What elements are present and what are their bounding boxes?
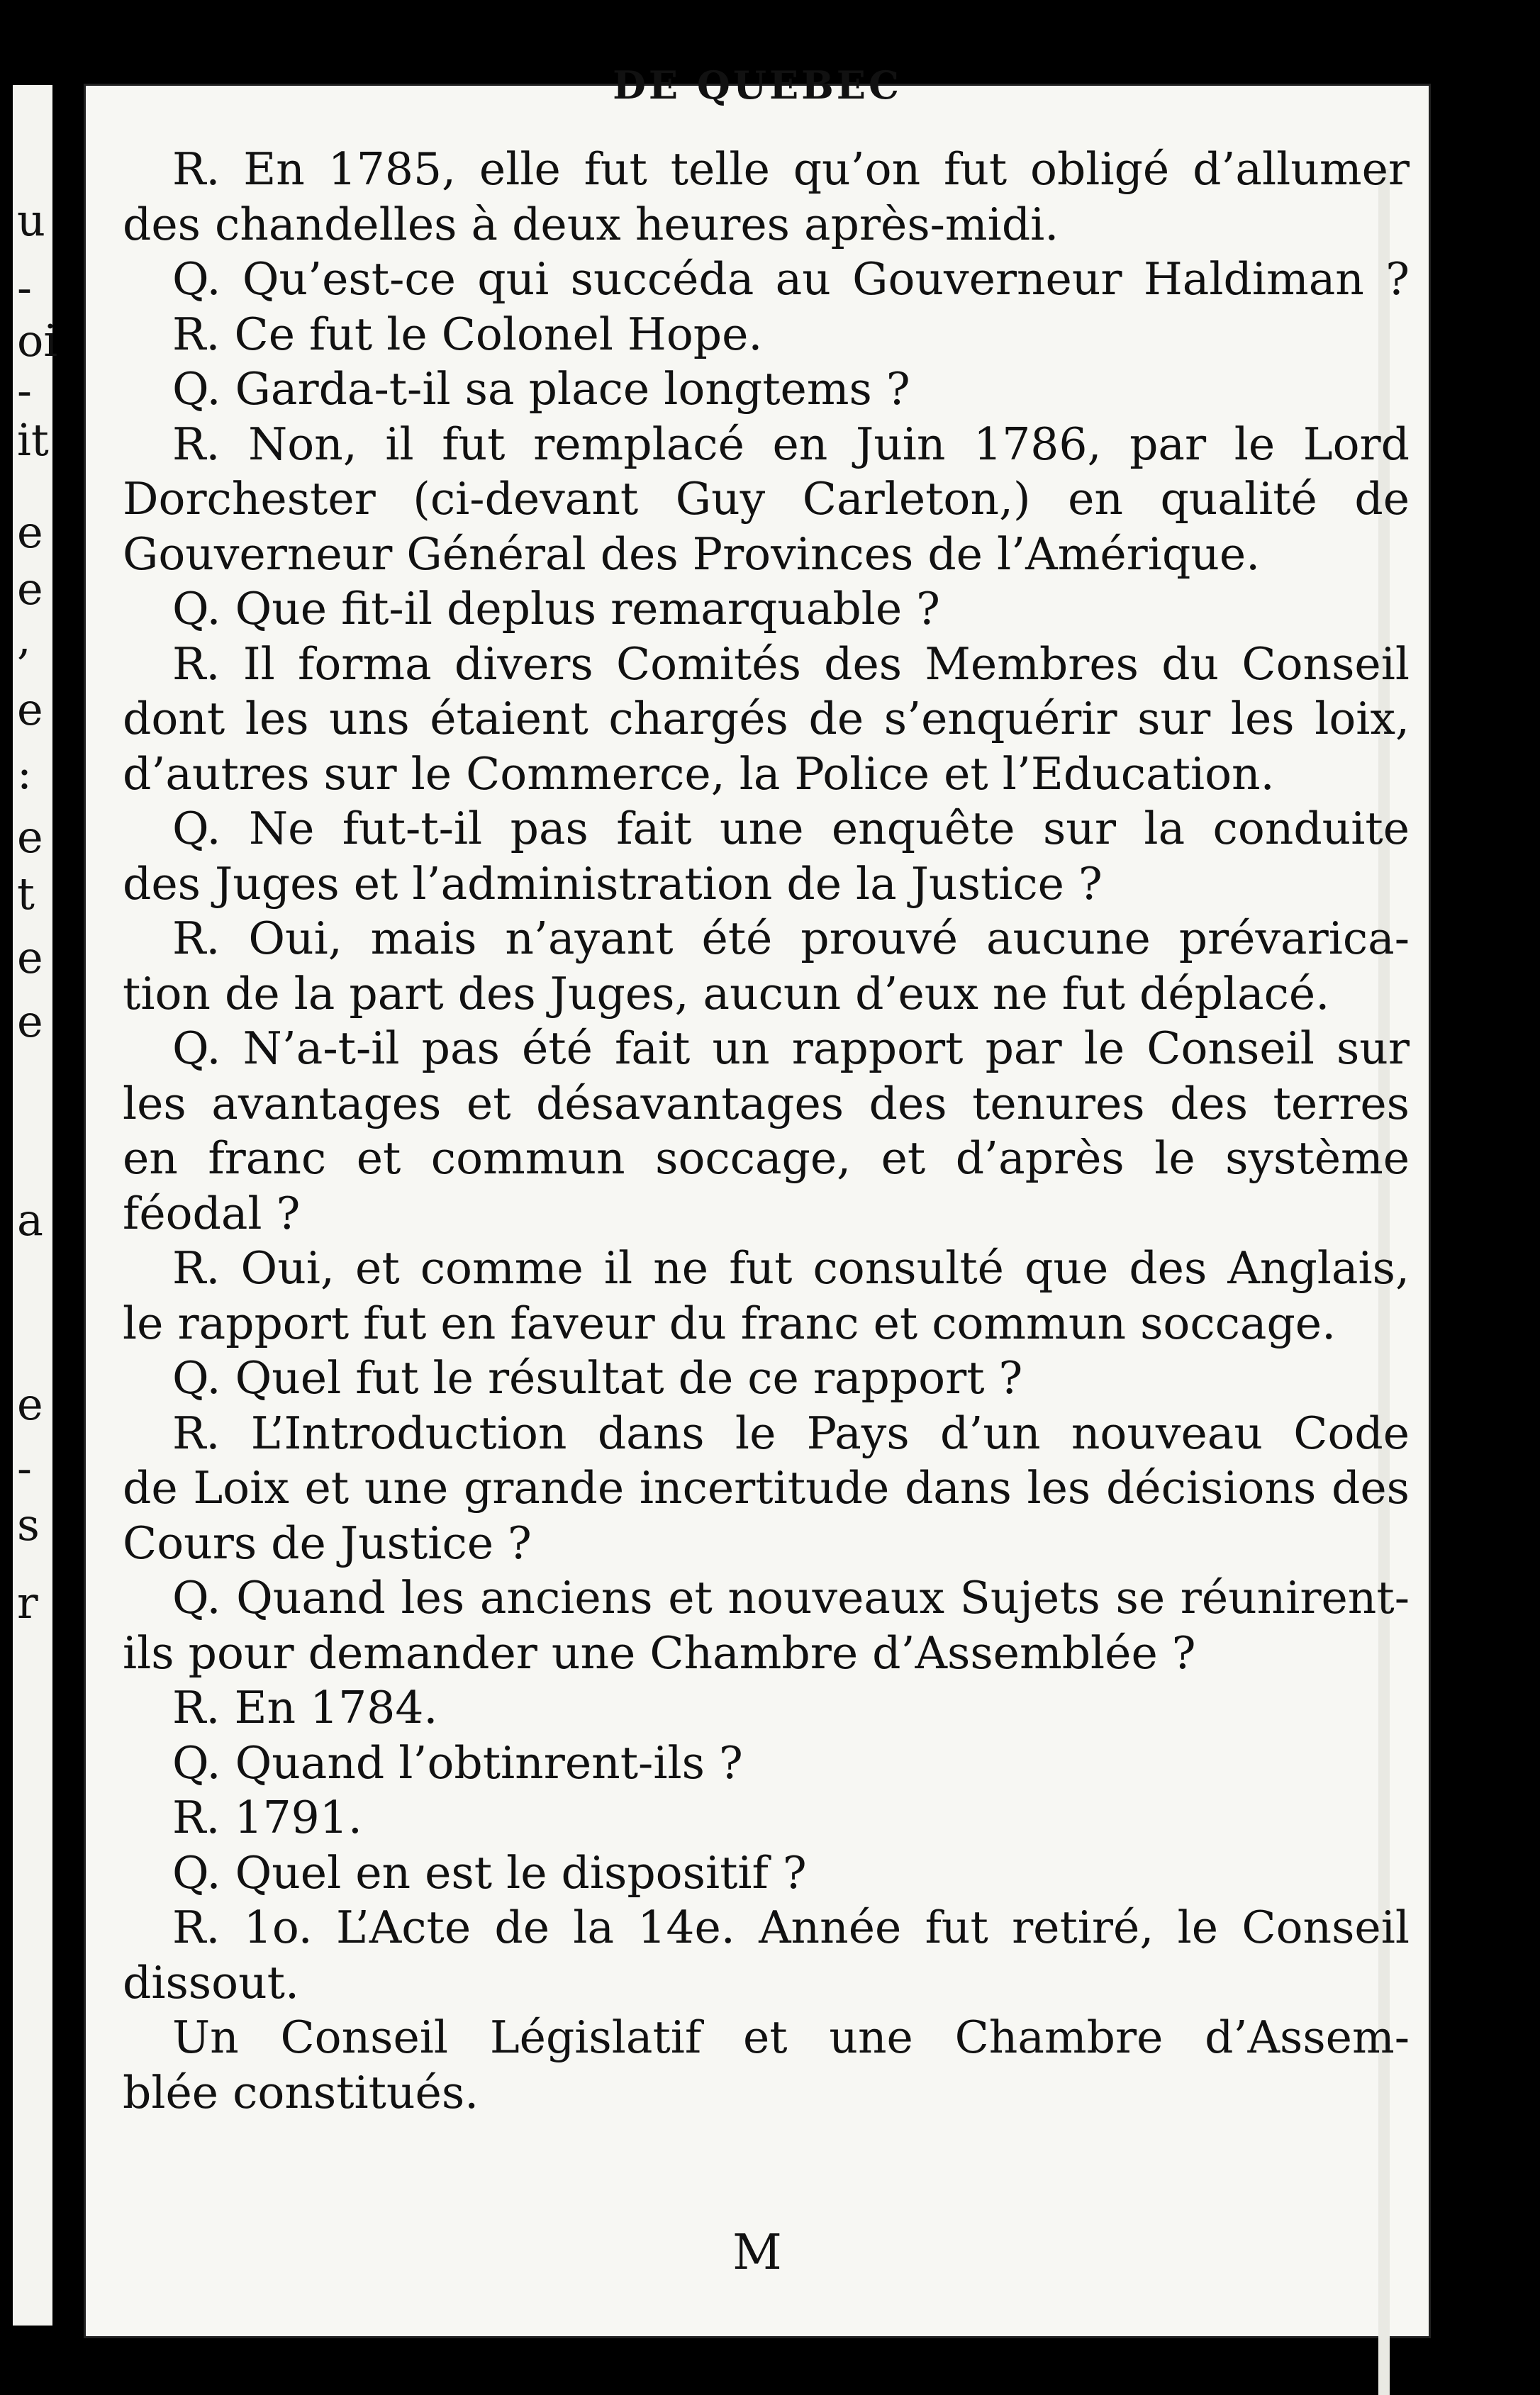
strip-letter: e	[17, 1378, 43, 1430]
text-line: R. Il forma divers Comités des Membres du Conseil	[172, 637, 1410, 690]
strip-letter: e	[17, 995, 43, 1047]
facing-page-strip	[13, 85, 58, 2326]
text-line: Un Conseil Législatif et une Chambre d’Assem-	[172, 2011, 1410, 2063]
strip-letter: -	[17, 262, 32, 313]
text-line: Q. Qu’est-ce qui succéda au Gouverneur Haldiman ?	[172, 253, 1410, 305]
strip-letter: e	[17, 932, 43, 983]
text-line: des chandelles à deux heures après-midi.	[123, 198, 1059, 250]
text-line: R. Oui, et comme il ne fut consulté que des Anglais,	[172, 1242, 1410, 1294]
strip-letter: -	[17, 1442, 32, 1494]
text-line: Gouverneur Général des Provinces de l’Amérique.	[123, 527, 1261, 580]
text-line: Q. Garda-t-il sa place longtems ?	[172, 363, 910, 415]
text-line: R. Non, il fut remplacé en Juin 1786, par le Lord	[172, 418, 1410, 470]
strip-letter: e	[17, 563, 43, 615]
book-page	[84, 62, 1431, 2338]
strip-letter: e	[17, 506, 43, 558]
text-line: Q. Que fit-il deplus remarquable ?	[172, 583, 940, 635]
text-line: Dorchester (ci-devant Guy Carleton,) en qualité de	[123, 473, 1410, 525]
strip-letter: e	[17, 683, 43, 735]
strip-letter: a	[17, 1194, 43, 1246]
text-line: R. Ce fut le Colonel Hope.	[172, 308, 763, 360]
text-line: R. L’Introduction dans le Pays d’un nouveau Code	[172, 1407, 1410, 1459]
text-line: R. En 1784.	[172, 1682, 438, 1734]
text-line: en franc et commun soccage, et d’après le système	[123, 1132, 1410, 1184]
text-line: les avantages et désavantages des tenures des terres	[123, 1077, 1410, 1129]
text-line: R. En 1785, elle fut telle qu’on fut obligé d’allumer	[172, 143, 1410, 195]
strip-letter: :	[17, 747, 32, 799]
strip-letter: it	[17, 414, 49, 466]
strip-letter: u	[17, 194, 45, 246]
strip-letter: oi	[17, 315, 58, 367]
text-line: le rapport fut en faveur du franc et commun soccage.	[123, 1297, 1337, 1349]
body-text	[123, 142, 1410, 2120]
running-header-fragment: DE QUEBEC	[613, 62, 902, 108]
strip-letter: t	[17, 868, 35, 920]
text-line: Q. Quand les anciens et nouveaux Sujets se réunirent-	[172, 1572, 1410, 1624]
text-line: Q. Quel en est le dispositif ?	[172, 1846, 807, 1899]
text-line: Cours de Justice ?	[123, 1517, 532, 1569]
text-line: d’autres sur le Commerce, la Police et l’Education.	[123, 747, 1275, 800]
text-line: blée constitués.	[123, 2066, 479, 2118]
text-line: Q. Ne fut-t-il pas fait une enquête sur la conduite	[172, 803, 1410, 854]
text-line: R. Oui, mais n’ayant été prouvé aucune prévarica-	[172, 912, 1410, 964]
text-line: Q. Quand l’obtinrent-ils ?	[172, 1736, 743, 1789]
text-line: féodal ?	[123, 1187, 301, 1239]
signature-mark: M	[732, 2225, 782, 2281]
strip-letter: r	[17, 1577, 38, 1629]
text-line: Q. N’a-t-il pas été fait un rapport par le Conseil sur	[172, 1022, 1410, 1074]
text-line: dont les uns étaient chargés de s’enquérir sur les loix,	[123, 693, 1410, 744]
strip-letter: s	[17, 1499, 40, 1551]
strip-letter: -	[17, 364, 32, 416]
text-line: de Loix et une grande incertitude dans les décisions des	[123, 1462, 1410, 1514]
strip-letter: e	[17, 811, 43, 863]
text-line: tion de la part des Juges, aucun d’eux ne fut déplacé.	[123, 967, 1330, 1020]
text-line: Q. Quel fut le résultat de ce rapport ?	[172, 1352, 1023, 1404]
text-line: des Juges et l’administration de la Justice ?	[123, 857, 1103, 910]
text-line: ils pour demander une Chambre d’Assemblée ?	[123, 1626, 1196, 1679]
strip-letter: ,	[17, 613, 31, 664]
text-line: dissout.	[123, 1956, 299, 2009]
text-line: R. 1791.	[172, 1792, 362, 1843]
text-line: R. 1o. L’Acte de la 14e. Année fut retiré, le Conseil	[172, 1902, 1410, 1953]
